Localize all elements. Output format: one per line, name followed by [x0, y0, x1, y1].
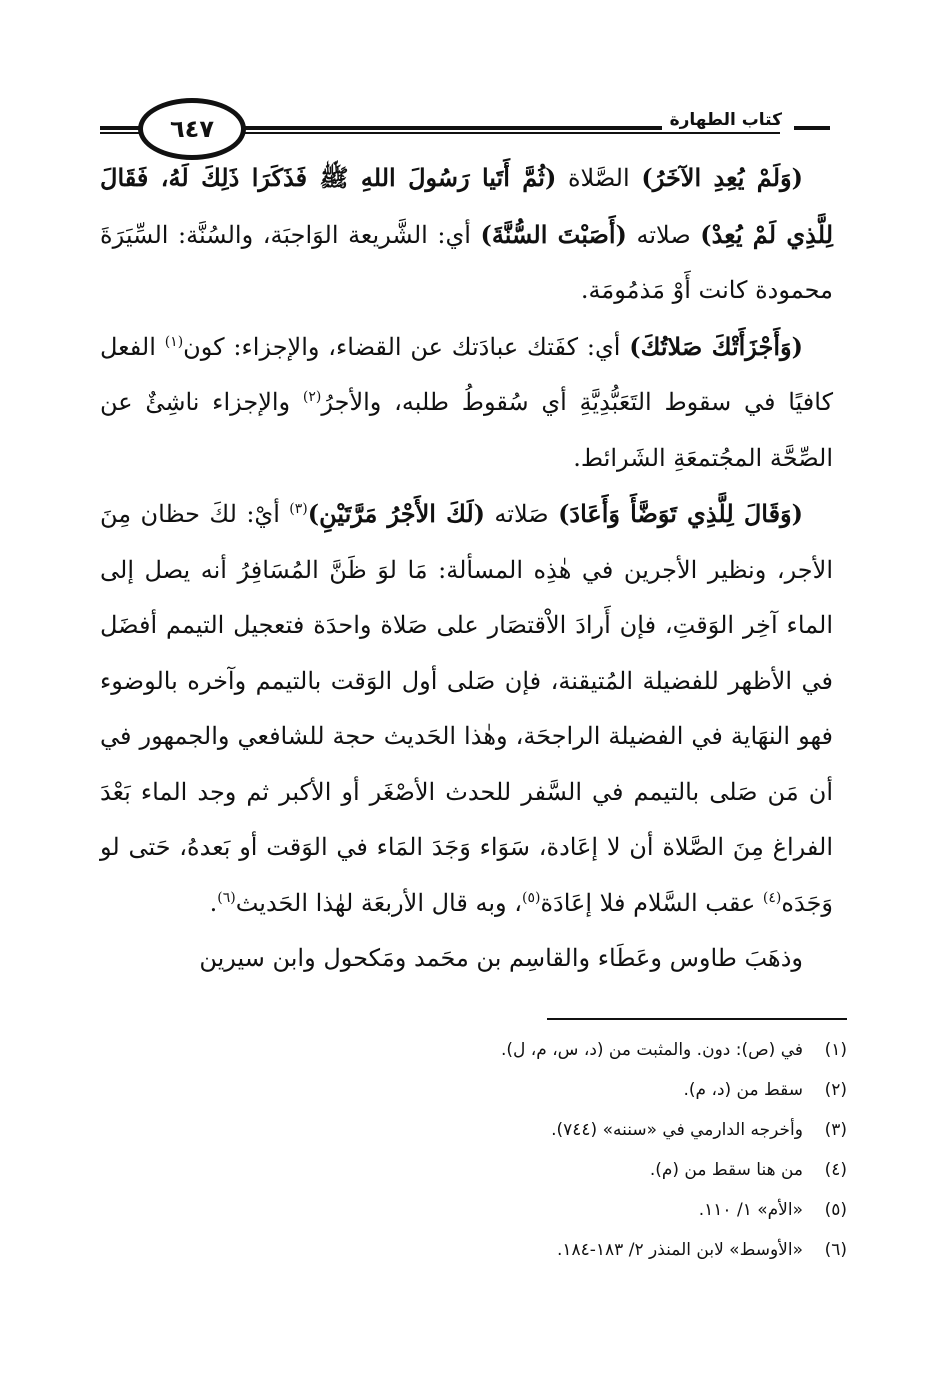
- header-rule-end: [794, 126, 830, 130]
- footnote-item: [207, 1030, 847, 1070]
- quote-text: (وَلَمْ يُعِدِ الآخَرُ): [641, 163, 804, 192]
- footnote-ref[interactable]: (٦): [217, 889, 236, 906]
- quote-text: (وَأَجْزَأَتْكَ صَلاتُكَ): [629, 331, 803, 361]
- page-number: ٦٤٧: [170, 115, 214, 143]
- footnote-text: «الأم» ١/ ١١٠.: [698, 1200, 803, 1220]
- running-title: كتاب الطهارة: [662, 110, 790, 130]
- footnote-number: (٦): [824, 1240, 847, 1260]
- footnote-number: (١): [824, 1040, 847, 1060]
- paragraph-3: [100, 486, 833, 931]
- footnote-ref[interactable]: (٢): [302, 389, 322, 405]
- footnote-item: [207, 1110, 847, 1150]
- quote-text: (ثُمَّ أَتَيا رَسُولَ اللهِ ﷺ فَذَكَرَا ذَلِكَ لَهُ، فَقَالَ لِلَّذِي لَمْ يُعِدْ): [100, 163, 834, 249]
- footnote-number: (٥): [824, 1200, 847, 1220]
- commentary-text: ، وبه قال الأربعَة لهٰذا الحَديث: [235, 888, 522, 917]
- commentary-text: عقب السَّلام فلا إعَادَة: [540, 888, 763, 917]
- footnote-ref[interactable]: (٥): [521, 889, 541, 906]
- footnote-ref[interactable]: (٤): [762, 889, 782, 906]
- footnote-ref[interactable]: (١): [164, 333, 184, 350]
- footnote-ref[interactable]: (٣): [289, 501, 308, 517]
- quote-text: (أَصَبْتَ السُّنَّةَ): [480, 219, 627, 249]
- quote-text: (وَقَالَ لِلَّذِي تَوَضَّأَ وَأَعَادَ): [558, 499, 803, 528]
- footnote-text: «الأوسط» لابن المنذر ٢/ ١٨٣-١٨٤.: [556, 1240, 803, 1260]
- footnotes: [207, 1030, 847, 1270]
- commentary-text: أيْ: لكَ حظان مِنَ الأجر، ونظير الأجرين في هٰذِه المسألة: مَا لوَ ظَنَّ المُسَافِرُ أنه يصل إلى الماء آخِر الوَقتِ، فإن أَرادَ الاْقتصَار على صَلاة واحدَة فتعجيل التيمم أفضَل في الأظهر للفضيلة المُتيقنة، فإن صَلى أول الوَقت بالتيمم وآخره بالوضوء فهو النهَاية في الفضيلة الراجحَة، وهٰذا الحَديث حجة للشافعي والجمهور في أن مَن صَلى بالتيمم في السَّفر للحدث الأصْغَر أو الأكبر ثم وجد الماء بَعْدَ الفراغ مِنَ الصَّلاة أن لا إعَادة، سَوَاء وَجَدَ المَاء في الوَقت أو بَعدهُ، حَتى لو وَجَدَه: [100, 500, 834, 917]
- footnote-item: [207, 1150, 847, 1190]
- footnote-number: (٤): [824, 1160, 847, 1180]
- paragraph-2: [100, 319, 833, 487]
- footnote-number: (٢): [824, 1080, 847, 1100]
- footnote-text: وأخرجه الدارمي في «سننه» (٧٤٤).: [551, 1120, 803, 1140]
- footnote-text: من هنا سقط من (م).: [649, 1160, 803, 1180]
- commentary-text: أي: الشَّريعة الوَاجبَة، والسُنَّة: السِّيَرَةَ محمودة كانت أَوْ مَذمُومَة.: [100, 220, 833, 304]
- footnote-item: [207, 1070, 847, 1110]
- commentary-text: صلاته: [626, 220, 701, 249]
- footnote-text: في (ص): دون. والمثبت من (د، س، م، ل).: [500, 1040, 803, 1060]
- footnote-item: [207, 1190, 847, 1230]
- footnote-separator: [547, 1018, 847, 1020]
- footnote-number: (٣): [824, 1120, 847, 1140]
- paragraph-4: وذهَبَ طاوس وعَطَاء والقاسِم بن محَمد ومَكحول وابن سيرين: [199, 944, 803, 972]
- main-text: [100, 150, 833, 987]
- quote-text: (لَكَ الأَجْرُ مَرَّتَيْنِ): [307, 499, 486, 528]
- commentary-text: .: [209, 888, 218, 917]
- commentary-text: الفعل كافيًا في سقوط التَعَبُّدِيَّةِ أي سُقوطُ طلبه، والأجرُ: [100, 332, 834, 416]
- commentary-text: صَلاته: [485, 500, 559, 528]
- paragraph-1: [100, 150, 833, 319]
- footnote-text: سقط من (د، م).: [683, 1080, 803, 1100]
- commentary-text: أي: كفَتك عبادَتك عن القضاء، والإجزاء: كون: [183, 332, 630, 361]
- commentary-text: الصَّلاة: [556, 164, 642, 192]
- commentary-text: والإجزاء ناشِئٌ عن الصِّحَّة المجُتمعَةِ الشَرائط.: [100, 388, 833, 472]
- footnote-item: [207, 1230, 847, 1270]
